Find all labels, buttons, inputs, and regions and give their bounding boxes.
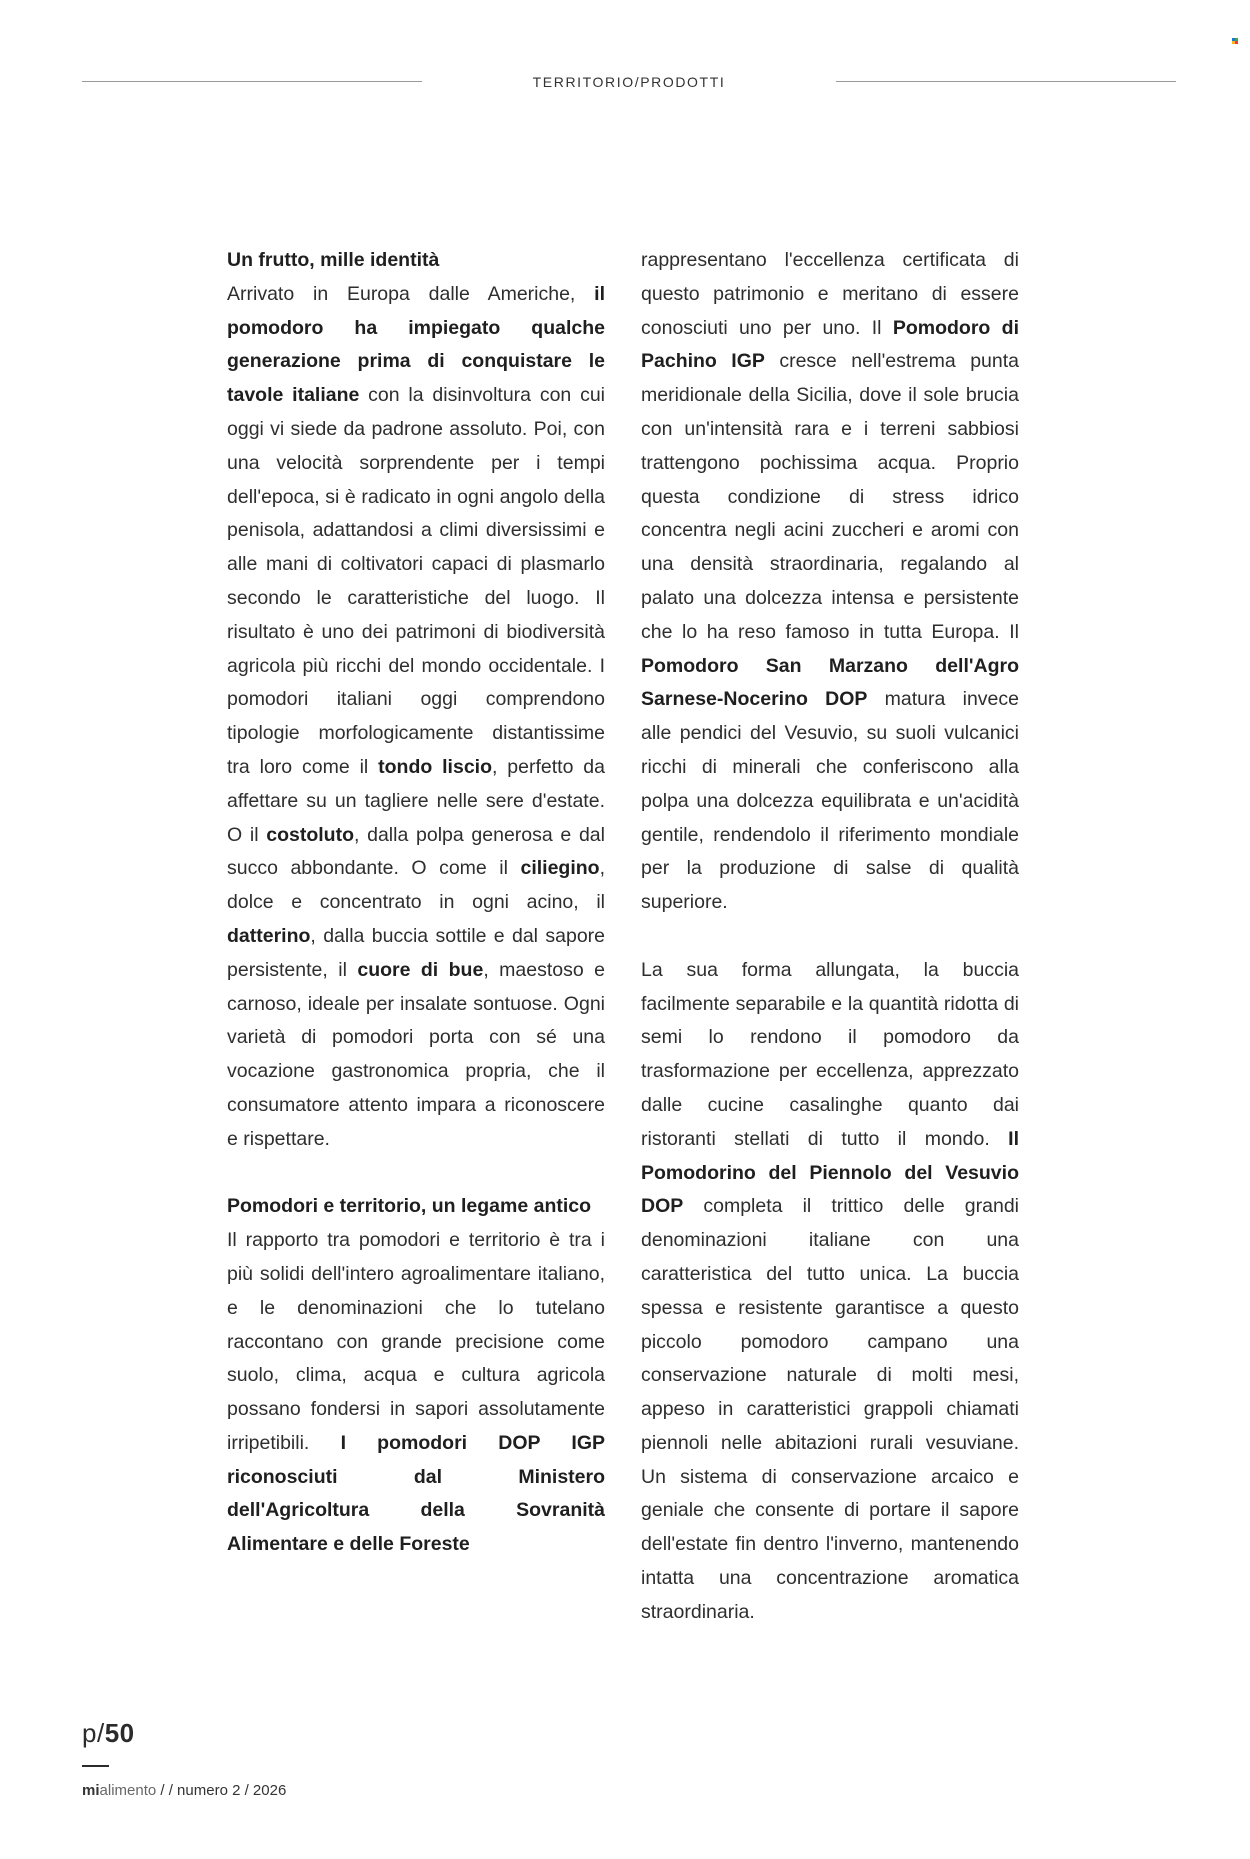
bold-emphasis: Il Pomodorino del Piennolo del Vesuvio DOP	[641, 1127, 1019, 1218]
bold-emphasis: cuore di bue	[357, 958, 484, 981]
bold-emphasis: il pomodoro ha impiegato qualche generazione prima di conquistare le tavole italiane	[227, 282, 605, 407]
page-number	[82, 1718, 135, 1749]
article-column-left	[227, 244, 605, 1562]
article-column-right	[641, 244, 1019, 1630]
paragraph-san-marzano-piennolo: La sua forma allungata, la buccia facilmente separabile e la quantità ridotta di semi lo rendono il pomodoro da trasformazione per eccellenza, apprezzato dalle cucine casalinghe quanto dai ristoranti stellati di tutto il mondo. Il Pomodorino del Piennolo del Vesuvio DOP completa il trittico delle grandi denominazioni italiane con una caratteristica del tutto unica. La buccia spessa e resistente garantisce a questo piccolo pomodoro campano una conservazione naturale di molti mesi, appeso in caratteristici grappoli chiamati piennoli nelle abitazioni rurali vesuviane. Un sistema di conservazione arcaico e geniale che consente di portare il sapore dell'estate fin dentro l'inverno, mantenendo intatta una concentrazione aromatica straordinaria.	[641, 958, 1019, 1623]
brand-mi: mi	[82, 1782, 100, 1799]
paragraph-intro: Arrivato in Europa dalle Americhe, il pomodoro ha impiegato qualche generazione prima di conquistare le tavole italiane con la disinvoltura con cui oggi vi siede da padrone assoluto. Poi, con una velocità sorprendente per i tempi dell'epoca, si è radicato in ogni angolo della penisola, adattandosi a climi diversissimi e alle mani di coltivatori capaci di plasmarlo secondo le caratteristiche del luogo. Il risultato è uno dei patrimoni di biodiversità agricola più ricchi del mondo occidentale. I pomodori italiani oggi comprendono tipologie morfologicamente distantissime tra loro come il tondo liscio, perfetto da affettare su un tagliere nelle sere d'estate. O il costoluto, dalla polpa generosa e dal succo abbondante. O come il ciliegino, dolce e concentrato in ogni acino, il datterino, dalla buccia sottile e dal sapore persistente, il cuore di bue, maestoso e carnoso, ideale per insalate sontuose. Ogni varietà di pomodori porta con sé una vocazione gastronomica propria, che il consumatore attento impara a riconoscere e rispettare.	[227, 282, 606, 1150]
page-prefix: p/	[82, 1718, 105, 1748]
bold-emphasis: datterino	[227, 924, 311, 947]
bold-emphasis: Pomodoro San Marzano dell'Agro Sarnese-Nocerino DOP	[641, 654, 1019, 711]
page-number-value: 50	[104, 1718, 135, 1748]
bold-emphasis: Pomodoro di Pachino IGP	[641, 316, 1019, 373]
paragraph-dop-igp: rappresentano l'eccellenza certificata di questo patrimonio e meritano di essere conosciuti uno per uno. Il Pomodoro di Pachino IGP cresce nell'estrema punta meridionale della Sicilia, dove il sole brucia con un'intensità rara e i terreni sabbiosi trattengono pochissima acqua. Proprio questa condizione di stress idrico concentra negli acini zuccheri e aromi con una densità straordinaria, regalando al palato una dolcezza intensa e persistente che lo ha reso famoso in tutta Europa. Il Pomodoro San Marzano dell'Agro Sarnese-Nocerino DOP matura invece alle pendici del Vesuvio, su suoli vulcanici ricchi di minerali che conferiscono alla polpa una dolcezza equilibrata e un'acidità gentile, rendendolo il riferimento mondiale per la produzione di salse di qualità superiore.	[641, 249, 1019, 914]
header-rule-left	[82, 81, 422, 82]
bold-emphasis: ciliegino	[520, 857, 600, 880]
bold-emphasis: tondo liscio	[378, 755, 492, 778]
issue-info: / / numero 2 / 2026	[156, 1782, 287, 1799]
bold-emphasis: costoluto	[266, 823, 354, 846]
header-rule-right	[836, 81, 1176, 82]
page-number-rule	[82, 1765, 109, 1767]
subheading-territorio: Pomodori e territorio, un legame antico	[227, 1195, 592, 1218]
subheading-un-frutto: Un frutto, mille identità	[227, 249, 440, 271]
color-mark-icon	[1232, 38, 1239, 44]
paragraph-territorio: Il rapporto tra pomodori e territorio è tra i più solidi dell'intero agroalimentare italiano, e le denominazioni che lo tutelano raccontano con grande precisione come suolo, clima, acqua e cultura agricola possano fondersi in sapori assolutamente irripetibili. I pomodori DOP IGP riconosciuti dal Ministero dell'Agricoltura della Sovranità Alimentare e delle Foreste	[227, 1229, 605, 1556]
brand-alimento: alimento	[99, 1782, 157, 1799]
bold-emphasis: I pomodori DOP IGP riconosciuti dal Ministero dell'Agricoltura della Sovranità Alimentare e delle Foreste	[227, 1431, 605, 1556]
section-label: TERRITORIO/PRODOTTI	[532, 74, 726, 90]
magazine-footer	[82, 1782, 286, 1799]
